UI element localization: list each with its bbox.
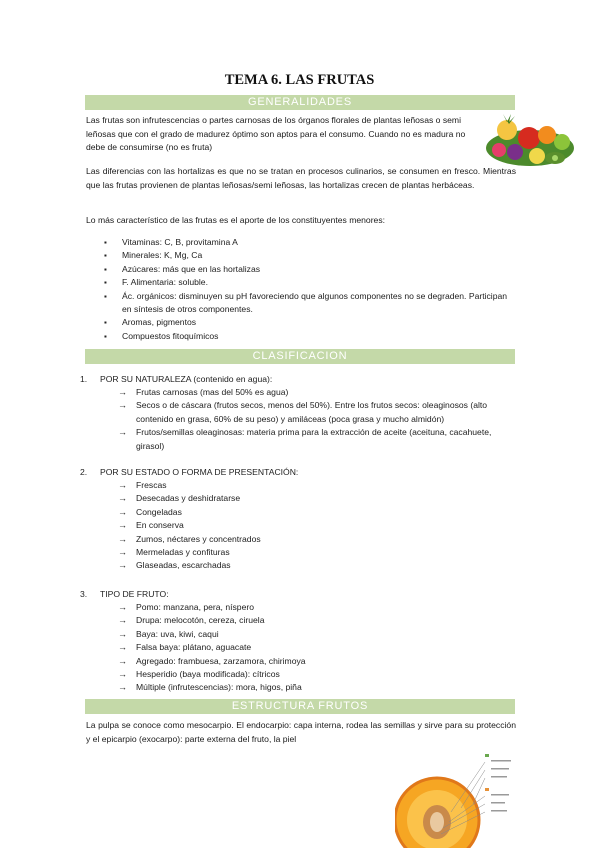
- lemon-shape: [529, 148, 545, 164]
- label-marker: [485, 788, 489, 791]
- list-item: ▪ Compuestos fitoquímicos: [104, 330, 517, 343]
- orange-shape: [538, 126, 556, 144]
- apple-shape: [518, 127, 540, 149]
- pineapple-shape: [497, 120, 517, 140]
- label-text-placeholder: [491, 810, 507, 812]
- list-item: → Frutos/semillas oleaginosas: materia prima para la extracción de aceite (aceituna, cacahuete, girasol): [118, 426, 516, 453]
- list-item: → Drupa: melocotón, cereza, ciruela: [118, 614, 516, 627]
- label-text-placeholder: [491, 794, 509, 796]
- constituyentes-list: [104, 236, 517, 343]
- kiwi-inner-shape: [552, 155, 558, 161]
- strawberry-shape: [492, 143, 506, 157]
- label-text-placeholder: [491, 802, 505, 804]
- list-item: ▪ Azúcares: más que en las hortalizas: [104, 263, 517, 276]
- list-item: ▪ Minerales: K, Mg, Ca: [104, 249, 517, 262]
- label-text-placeholder: [491, 760, 511, 762]
- list-item: → Frutas carnosas (mas del 50% es agua): [118, 386, 516, 399]
- naturaleza-list: [118, 386, 516, 453]
- section-header-clasificacion: CLASIFICACION: [85, 349, 515, 364]
- lime-shape: [554, 134, 570, 150]
- list-item: → Hesperidio (baya modificada): cítricos: [118, 668, 516, 681]
- page-title: TEMA 6. LAS FRUTAS: [224, 72, 375, 88]
- list-item: → Agregado: frambuesa, zarzamora, chirimoya: [118, 655, 516, 668]
- list-item: → Desecadas y deshidratarse: [118, 492, 516, 505]
- list-item: → Falsa baya: plátano, aguacate: [118, 641, 516, 654]
- intro-paragraph-3: Lo más característico de las frutas es el aporte de los constituyentes menores:: [86, 215, 386, 225]
- heading-text: POR SU ESTADO O FORMA DE PRESENTACIÓN:: [100, 467, 299, 477]
- list-item: → Pomo: manzana, pera, níspero: [118, 601, 516, 614]
- list-item: ▪ Vitaminas: C, B, provitamina A: [104, 236, 517, 249]
- intro-paragraph-1: Las frutas son infrutescencias o partes carnosas de los órganos florales de plantas leñosas o semi leñosas que con el grado de madurez óptimo son aptos para el consumo. Cuando no es madura no debe de consumirse (no es fruta): [86, 115, 466, 153]
- heading-text: POR SU NATURALEZA (contenido en agua):: [100, 374, 273, 384]
- list-item: → Secos o de cáscara (frutos secos, menos del 50%). Entre los frutos secos: oleaginosos (alto contenido en grasa, 60% de su peso) y amiláceas (poca grasa y mucho almidón): [118, 399, 516, 426]
- list-item: → En conserva: [118, 519, 516, 532]
- intro-paragraph-2: Las diferencias con las hortalizas es que no se tratan en procesos culinarios, se consumen en fresco. Mientras que las frutas provienen de plantas leñosas/semi leñosas, las hortalizas crecen de plantas herbáceas.: [86, 166, 516, 190]
- list-item: ▪ F. Alimentaria: soluble.: [104, 276, 517, 289]
- heading-text: TIPO DE FRUTO:: [100, 589, 169, 599]
- section-header-estructura: ESTRUCTURA FRUTOS: [85, 699, 515, 714]
- label-text-placeholder: [491, 776, 507, 778]
- list-item: ▪ Ác. orgánicos: disminuyen su pH favoreciendo que algunos componentes no se degraden. Participan en síntesis de otros componentes.: [104, 290, 517, 317]
- list-item: ▪ Aromas, pigmentos: [104, 316, 517, 329]
- number-label: 1.: [80, 374, 88, 384]
- list-item: → Baya: uva, kiwi, caqui: [118, 628, 516, 641]
- list-item: → Zumos, néctares y concentrados: [118, 533, 516, 546]
- list-item: → Congeladas: [118, 506, 516, 519]
- peach-seed-shape: [430, 812, 444, 832]
- number-label: 2.: [80, 467, 88, 477]
- tipo-fruto-list: [118, 601, 516, 695]
- fruit-basket-image: [485, 108, 575, 168]
- grapes-shape: [507, 144, 523, 160]
- label-marker: [485, 754, 489, 757]
- label-text-placeholder: [491, 768, 509, 770]
- presentacion-list: [118, 479, 516, 573]
- list-item: → Frescas: [118, 479, 516, 492]
- number-label: 3.: [80, 589, 88, 599]
- estructura-paragraph: La pulpa se conoce como mesocarpio. El endocarpio: capa interna, rodea las semillas y sirve para su protección y el epicarpio (exocarpo): parte externa del fruto, la piel: [86, 720, 516, 744]
- list-item: → Glaseadas, escarchadas: [118, 559, 516, 572]
- peach-cross-section-diagram: [395, 748, 517, 848]
- list-item: → Múltiple (infrutescencias): mora, higos, piña: [118, 681, 516, 694]
- section-header-generalidades: GENERALIDADES: [85, 95, 515, 110]
- list-item: → Mermeladas y confituras: [118, 546, 516, 559]
